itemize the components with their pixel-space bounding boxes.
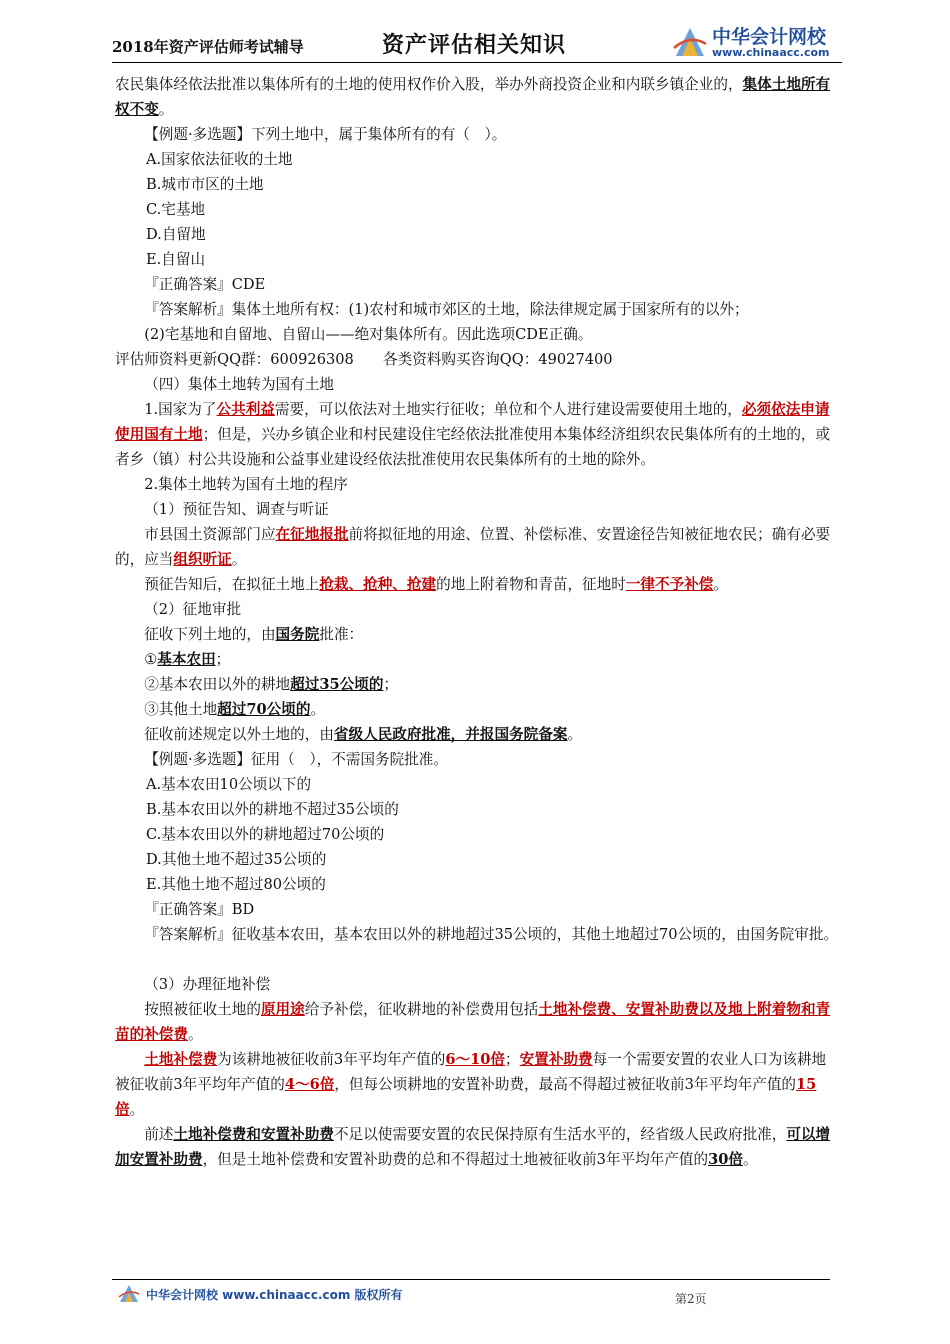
- paragraph-state-council: 征收下列土地的，由国务院批准：: [144, 626, 364, 643]
- page-footer: [118, 1282, 838, 1312]
- emphasis-red: 6～10倍: [445, 1051, 506, 1068]
- question-1-option-a: A.国家依法征收的土地: [146, 151, 293, 168]
- emphasis: 土地补偿费和安置补助费: [173, 1126, 334, 1143]
- emphasis: 集体土地所有权不变: [115, 76, 831, 118]
- section-heading-4: （四）集体土地转为国有土地: [144, 376, 334, 393]
- brand-logo[interactable]: [672, 22, 842, 62]
- question-1-option-b: B.城市市区的土地: [146, 176, 264, 193]
- paragraph-no-compensation: 预征告知后，在拟征土地上抢栽、抢种、抢建的地上附着物和青苗，征地时一律不予补偿。: [144, 576, 729, 593]
- spacer: [115, 947, 840, 972]
- emphasis-red: 在征地报批: [275, 526, 349, 543]
- question-2-option-e: E.其他土地不超过80公顷的: [146, 876, 326, 893]
- emphasis-red: 抢栽、抢种、抢建: [319, 576, 437, 593]
- logo-brand-name: 中华会计网校: [712, 26, 827, 48]
- header-subject-title: 资产评估相关知识: [382, 32, 567, 58]
- emphasis-red: 必须依法申请使用国有土地: [115, 401, 830, 443]
- subheading-compensation: （3）办理征地补偿: [144, 976, 271, 993]
- paragraph-provincial-approval: 征收前述规定以外土地的，由省级人民政府批准，并报国务院备案。: [144, 726, 583, 743]
- page-header: [112, 22, 842, 62]
- header-course-title: 2018年资产评估师考试辅导: [112, 38, 304, 56]
- emphasis: 国务院: [275, 626, 320, 643]
- paragraph-compensation-increase: 前述土地补偿费和安置补助费不足以使需要安置的农民保持原有生活水平的，经省级人民政府批准，可以增加安置补助费，但是土地补偿费和安置补助费的总和不得超过土地被征收前3年平均年产值的30倍。: [115, 1126, 831, 1168]
- question-1-title: 【例题·多选题】下列土地中，属于集体所有的有（ ）。: [144, 126, 507, 143]
- emphasis-red: 组织听证: [173, 551, 232, 568]
- qq-group-notice: 评估师资料更新QQ群：600926308 各类资料购买咨询QQ：49027400: [115, 351, 613, 368]
- emphasis: 30倍: [708, 1151, 743, 1168]
- paragraph-compensation-rates: 土地补偿费为该耕地被征收前3年平均年产值的6～10倍；安置补助费每一个需要安置的农业人口为该耕地被征收前3年平均年产值的4～6倍，但每公顷耕地的安置补助费，最高不得超过被征收前3年平均年产值的15倍。: [115, 1051, 827, 1118]
- list-item-other-farmland: ②基本农田以外的耕地超过35公顷的；: [144, 676, 399, 693]
- subheading-pre-notice: （1）预征告知、调查与听证: [144, 501, 329, 518]
- paragraph-collective-shares: 农民集体经依法批准以集体所有的土地的使用权作价入股，举办外商投资企业和内联乡镇企业的，集体土地所有权不变。: [115, 76, 831, 118]
- emphasis: 省级人民政府批准，并报国务院备案: [333, 726, 568, 743]
- emphasis-red: 一律不予补偿: [625, 576, 714, 593]
- emphasis-red: 土地补偿费、安置补助费以及地上附着物和青苗的补偿费: [115, 1001, 831, 1043]
- paragraph-pre-notice: 市县国土资源部门应在征地报批前将拟征地的用途、位置、补偿标准、安置途径告知被征地农民；确有必要的，应当组织听证。: [115, 526, 831, 568]
- question-2-option-d: D.其他土地不超过35公顷的: [146, 851, 327, 868]
- emphasis: 可以增加安置补助费: [115, 1126, 831, 1168]
- question-1-option-d: D.自留地: [146, 226, 206, 243]
- question-1-explanation: 『答案解析』集体土地所有权：(1)农村和城市郊区的土地，除法律规定属于国家所有的以外；: [144, 301, 749, 318]
- footer-copyright: 中华会计网校 www.chinaacc.com 版权所有: [146, 1288, 403, 1302]
- emphasis: 基本农田: [157, 651, 216, 668]
- logo-triangle-icon: [672, 24, 708, 58]
- list-item-other-land: ③其他土地超过70公顷的。: [144, 701, 326, 718]
- list-item-basic-farmland: ①基本农田；: [144, 651, 231, 668]
- question-2-explanation: 『答案解析』征收基本农田，基本农田以外的耕地超过35公顷的，其他土地超过70公顷的，由国务院审批。: [144, 926, 839, 943]
- question-2-option-b: B.基本农田以外的耕地不超过35公顷的: [146, 801, 399, 818]
- question-2-option-c: C.基本农田以外的耕地超过70公顷的: [146, 826, 385, 843]
- document-body: [115, 72, 840, 1172]
- paragraph-compensation-scope: 按照被征收土地的原用途给予补偿，征收耕地的补偿费用包括土地补偿费、安置补助费以及地上附着物和青苗的补偿费。: [115, 1001, 831, 1043]
- emphasis-red: 原用途: [260, 1001, 305, 1018]
- header-divider: [112, 62, 842, 63]
- question-2-answer: 『正确答案』BD: [144, 901, 255, 918]
- page-number: 第2页: [675, 1292, 707, 1306]
- emphasis: 超过35公顷的: [290, 676, 384, 693]
- question-1-answer: 『正确答案』CDE: [144, 276, 266, 293]
- paragraph-public-interest: 1.国家为了公共利益需要，可以依法对土地实行征收；单位和个人进行建设需要使用土地的，必须依法申请使用国有土地；但是，兴办乡镇企业和村民建设住宅经依法批准使用本集体经济组织农民集体所有的土地的，或者乡（镇）村公共设施和公益事业建设经依法批准使用农民集体所有的土地的除外。: [115, 401, 831, 468]
- question-1-option-e: E.自留山: [146, 251, 206, 268]
- footer-logo-icon: [118, 1282, 140, 1304]
- emphasis-red: 安置补助费: [519, 1051, 593, 1068]
- question-2-title: 【例题·多选题】征用（ ），不需国务院批准。: [144, 751, 448, 768]
- emphasis-red: 公共利益: [216, 401, 275, 418]
- emphasis-red: 土地补偿费: [144, 1051, 218, 1068]
- emphasis-red: 15倍: [115, 1076, 817, 1118]
- logo-url: www.chinaacc.com: [712, 46, 830, 59]
- emphasis: 超过70公顷的: [217, 701, 311, 718]
- emphasis-red: 4～6倍: [284, 1076, 335, 1093]
- subheading-procedure: 2.集体土地转为国有土地的程序: [144, 476, 348, 493]
- subheading-approval: （2）征地审批: [144, 601, 242, 618]
- footer-divider: [112, 1279, 830, 1280]
- question-1-option-c: C.宅基地: [146, 201, 206, 218]
- question-2-option-a: A.基本农田10公顷以下的: [146, 776, 312, 793]
- question-1-explanation-cont: (2)宅基地和自留地、自留山——绝对集体所有。因此选项CDE正确。: [144, 326, 593, 343]
